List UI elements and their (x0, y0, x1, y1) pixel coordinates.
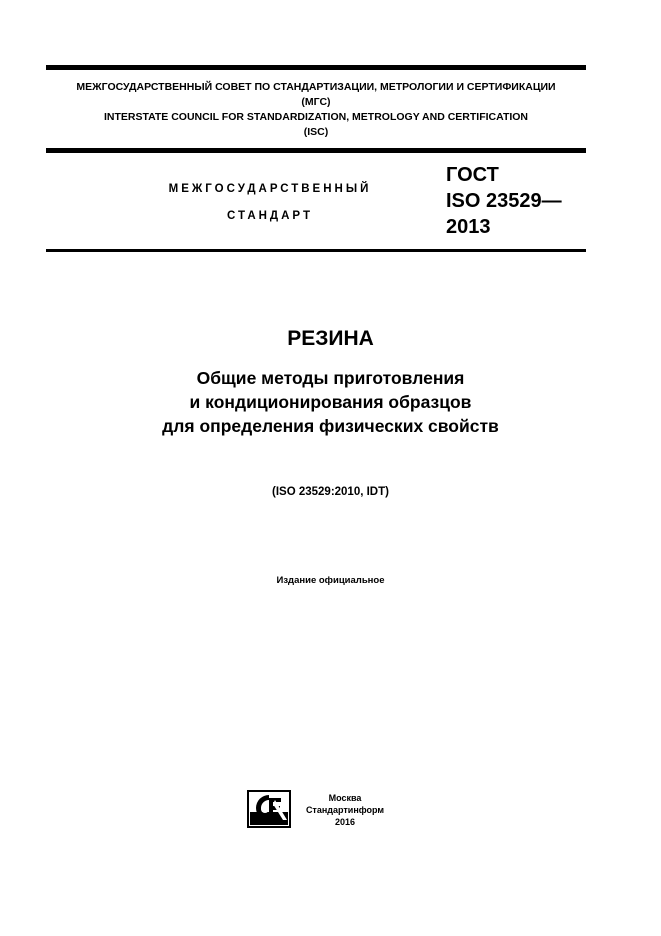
middle-rule (46, 148, 586, 153)
publisher-name: Стандартинформ (305, 805, 385, 815)
standard-kind-line2: СТАНДАРТ (227, 210, 313, 222)
iso-reference: (ISO 23529:2010, IDT) (272, 486, 389, 498)
designation-line1: ГОСТ (446, 164, 499, 186)
standartinform-logo-icon (247, 790, 291, 828)
document-subtitle (0, 366, 661, 438)
standard-designation (446, 162, 562, 240)
council-abbr-en: (ISC) (303, 126, 329, 138)
subtitle-line2: и кондиционирования образцов (189, 392, 472, 412)
council-header (46, 80, 586, 140)
publisher-imprint (300, 792, 390, 828)
subtitle-line1: Общие методы приготовления (196, 368, 465, 388)
standard-kind-line1: МЕЖГОСУДАРСТВЕННЫЙ (168, 183, 372, 195)
designation-line2: ISO 23529— (446, 190, 562, 212)
council-name-en: INTERSTATE COUNCIL FOR STANDARDIZATION, METROLOGY AND CERTIFICATION (103, 111, 529, 123)
bottom-rule (46, 249, 586, 252)
council-abbr-ru: (МГС) (301, 96, 331, 108)
designation-line3: 2013 (446, 216, 491, 238)
standard-kind (150, 176, 390, 230)
publisher-city: Москва (328, 793, 362, 803)
subtitle-line3: для определения физических свойств (162, 416, 499, 436)
document-title: РЕЗИНА (287, 327, 374, 350)
publication-year: 2016 (334, 817, 356, 827)
top-rule (46, 65, 586, 70)
council-name-ru: МЕЖГОСУДАРСТВЕННЫЙ СОВЕТ ПО СТАНДАРТИЗАЦИИ, МЕТРОЛОГИИ И СЕРТИФИКАЦИИ (76, 81, 556, 93)
edition-note: Издание официальное (276, 575, 385, 586)
